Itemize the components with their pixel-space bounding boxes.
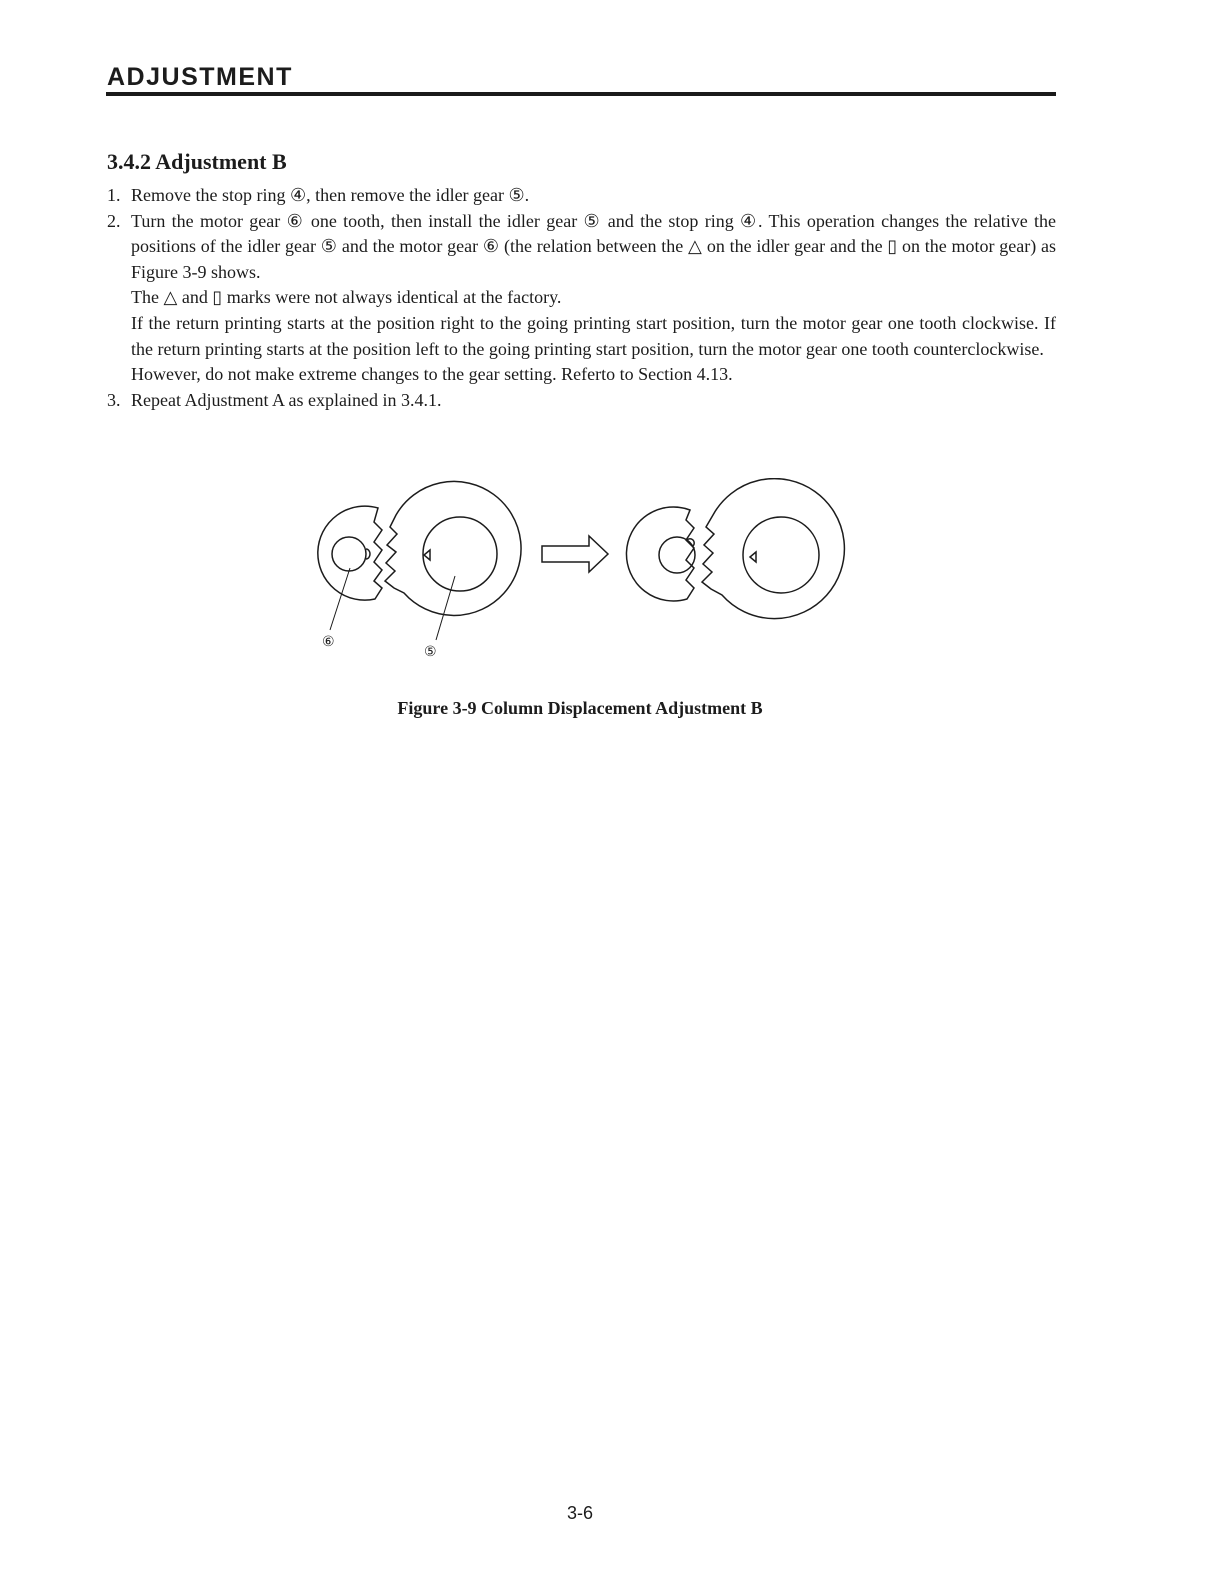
- idler-gear-leader-line: [436, 576, 455, 640]
- step-2: [107, 209, 1056, 388]
- step-note: However, do not make extreme changes to the gear setting. Referto to Section 4.13.: [131, 364, 733, 385]
- step-text: Repeat Adjustment A as explained in 3.4.1.: [131, 389, 442, 410]
- step-3: [107, 388, 1056, 414]
- motor-gear-after: [626, 507, 695, 601]
- idler-gear-label: ⑤: [424, 644, 437, 660]
- motor-gear-before: [318, 506, 382, 600]
- figure-caption: Figure 3-9 Column Displacement Adjustment B: [397, 698, 763, 718]
- step-number: 2.: [107, 210, 121, 231]
- idler-gear-before: [385, 481, 521, 615]
- motor-gear-leader-line: [330, 568, 350, 630]
- step-1: [107, 183, 1056, 209]
- idler-gear-after: [702, 479, 844, 619]
- header-rule: [106, 92, 1056, 96]
- step-number: 1.: [107, 185, 121, 205]
- transition-arrow-icon: [542, 536, 608, 572]
- instruction-list: [107, 183, 1056, 413]
- step-note: If the return printing starts at the position right to the going printing start position, turn the motor gear one tooth clockwise. If the return printing starts at the position left to the going printing start position, turn the motor gear one tooth counterclockwise.: [131, 312, 1056, 359]
- step-text: Remove the stop ring ④, then remove the idler gear ⑤.: [131, 185, 530, 205]
- motor-gear-label: ⑥: [322, 634, 335, 650]
- step-number: 3.: [107, 389, 121, 410]
- page-header-title: ADJUSTMENT: [107, 63, 293, 91]
- step-note: The △ and ▯ marks were not always identical at the factory.: [131, 287, 562, 308]
- page-number: 3-6: [566, 1503, 593, 1523]
- section-title: 3.4.2 Adjustment B: [107, 149, 287, 174]
- gear-adjustment-figure: [290, 478, 860, 668]
- step-text: Turn the motor gear ⑥ one tooth, then install the idler gear ⑤ and the stop ring ④. This operation changes the relative the positions of the idler gear ⑤ and the motor gear ⑥ (the relation between the △ on the idler gear and the ▯ on the motor gear) as Figure 3-9 shows.: [131, 210, 1056, 282]
